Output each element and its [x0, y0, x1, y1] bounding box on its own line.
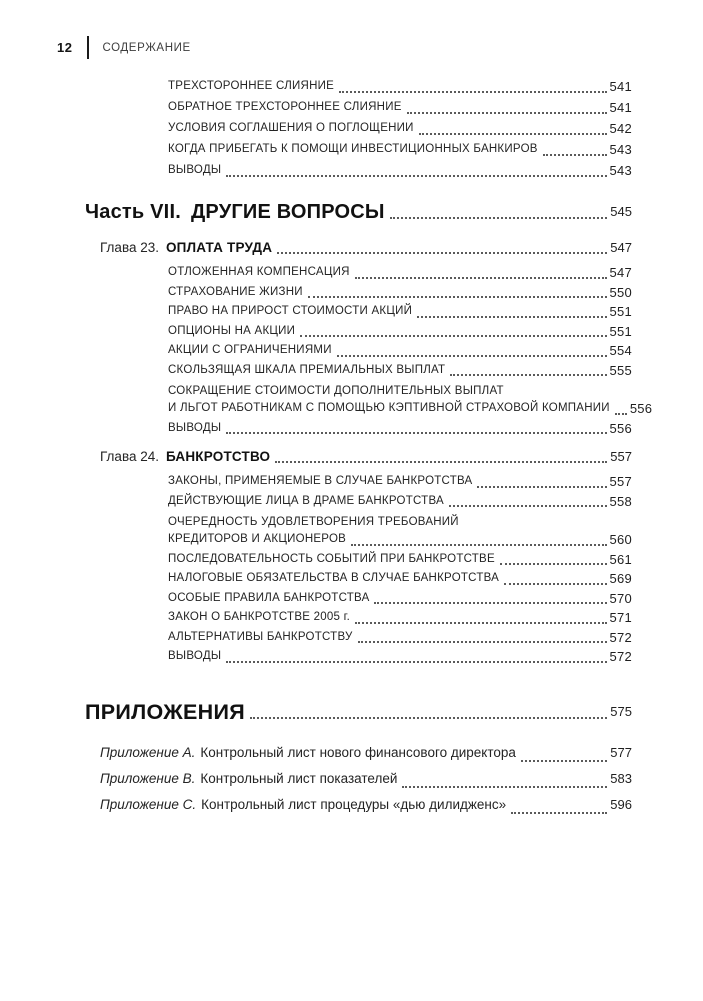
- header-title: СОДЕРЖАНИЕ: [102, 41, 191, 54]
- appendix-entry: [100, 792, 632, 818]
- entry-label-line1: СОКРАЩЕНИЕ СТОИМОСТИ ДОПОЛНИТЕЛЬНЫХ ВЫПЛАТ: [168, 385, 504, 397]
- dot-leader: [337, 355, 607, 357]
- appendix-page: 596: [610, 796, 632, 812]
- dot-leader: [543, 154, 607, 156]
- toc-entry-twoline: [168, 511, 632, 550]
- appendix-entries: [85, 740, 632, 818]
- entry-page: 556: [629, 401, 653, 416]
- entry-page: 547: [609, 265, 632, 280]
- dot-leader: [358, 641, 607, 643]
- dot-leader: [374, 602, 606, 604]
- chapter-page: 557: [610, 449, 632, 464]
- entry-page: 543: [609, 163, 632, 178]
- toc-entry: [168, 492, 632, 512]
- dot-leader: [355, 622, 606, 624]
- entry-page: 572: [609, 629, 632, 645]
- entry-page: 570: [609, 590, 632, 606]
- chapter-23-entries: [85, 263, 653, 438]
- dot-leader: [402, 786, 607, 788]
- entry-page: 561: [609, 551, 632, 567]
- entry-label: СКОЛЬЗЯЩАЯ ШКАЛА ПРЕМИАЛЬНЫХ ВЫПЛАТ: [168, 363, 446, 376]
- entry-page: 551: [609, 304, 632, 319]
- entry-label: ВЫВОДЫ: [168, 650, 222, 662]
- chapter-heading-24: [85, 447, 632, 467]
- entry-label: НАЛОГОВЫЕ ОБЯЗАТЕЛЬСТВА В СЛУЧАЕ БАНКРОТСТВА: [168, 572, 500, 584]
- dot-leader: [500, 563, 607, 565]
- entry-label-line2: И ЛЬГОТ РАБОТНИКАМ С ПОМОЩЬЮ КЭПТИВНОЙ СТРАХОВОЙ КОМПАНИИ: [168, 402, 610, 414]
- entry-label: АКЦИИ С ОГРАНИЧЕНИЯМИ: [168, 344, 332, 356]
- entry-label: ВЫВОДЫ: [168, 421, 222, 434]
- toc-entry: [168, 76, 632, 97]
- toc-entry: [168, 569, 632, 589]
- chapter-label: Глава 24.: [100, 449, 159, 464]
- dot-leader: [339, 91, 606, 93]
- dot-leader: [275, 461, 607, 463]
- chapter-heading-23: [85, 238, 632, 258]
- toc-entry: [168, 341, 632, 361]
- chapter-label: Глава 23.: [100, 240, 159, 255]
- entry-page: 542: [609, 121, 632, 136]
- entry-page: 541: [609, 79, 632, 94]
- entry-label: ВЫВОДЫ: [168, 164, 222, 176]
- entry-page: 551: [609, 323, 632, 339]
- entry-page: 541: [609, 100, 632, 115]
- entry-label-line1: ОЧЕРЕДНОСТЬ УДОВЛЕТВОРЕНИЯ ТРЕБОВАНИЙ: [168, 516, 459, 528]
- entry-label: ОТЛОЖЕННАЯ КОМПЕНСАЦИЯ: [168, 266, 350, 278]
- toc-entry: [168, 589, 632, 609]
- appendix-label: Приложение A.: [100, 744, 196, 760]
- toc-entry: [168, 302, 632, 322]
- appendix-label: Приложение C.: [100, 796, 197, 812]
- dot-leader: [277, 252, 607, 254]
- appendix-text: Контрольный лист нового финансового директора: [200, 744, 516, 760]
- toc-content: [85, 76, 653, 818]
- dot-leader: [417, 316, 606, 318]
- toc-entry-twoline: [168, 380, 653, 419]
- entry-page: 558: [609, 493, 632, 509]
- header-divider: [87, 36, 89, 59]
- dot-leader: [355, 277, 607, 279]
- part-heading: [85, 199, 632, 225]
- entry-label: КОГДА ПРИБЕГАТЬ К ПОМОЩИ ИНВЕСТИЦИОННЫХ БАНКИРОВ: [168, 143, 538, 155]
- entry-label: ЗАКОНЫ, ПРИМЕНЯЕМЫЕ В СЛУЧАЕ БАНКРОТСТВА: [168, 475, 473, 487]
- toc-entry: [168, 361, 632, 381]
- entry-page: 571: [609, 610, 632, 625]
- toc-entry: [168, 419, 632, 439]
- entry-label: АЛЬТЕРНАТИВЫ БАНКРОТСТВУ: [168, 630, 353, 643]
- entry-label-line2-row: [168, 399, 653, 419]
- entry-page: 554: [609, 343, 632, 358]
- toc-entry: [168, 118, 632, 139]
- toc-entry: [168, 283, 632, 303]
- dot-leader: [449, 505, 607, 507]
- toc-entry: [168, 322, 632, 342]
- dot-leader: [511, 812, 607, 814]
- page-number: 12: [57, 40, 73, 55]
- dot-leader: [300, 335, 606, 337]
- entry-label: ПОСЛЕДОВАТЕЛЬНОСТЬ СОБЫТИЙ ПРИ БАНКРОТСТВЕ: [168, 552, 495, 565]
- toc-entry: [168, 472, 632, 492]
- toc-entry: [168, 647, 632, 667]
- part-page: 545: [610, 204, 632, 219]
- part-title: ДРУГИЕ ВОПРОСЫ: [190, 201, 385, 223]
- dot-leader: [450, 374, 606, 376]
- entry-label: ПРАВО НА ПРИРОСТ СТОИМОСТИ АКЦИЙ: [168, 305, 413, 317]
- appendix-label: Приложение B.: [100, 770, 196, 786]
- entry-page: 543: [609, 142, 632, 157]
- dot-leader: [390, 217, 608, 219]
- entry-label-line2: КРЕДИТОРОВ И АКЦИОНЕРОВ: [168, 533, 347, 545]
- entry-label: ЗАКОН О БАНКРОТСТВЕ 2005 г.: [168, 611, 351, 623]
- entry-page: 560: [609, 532, 632, 547]
- entry-page: 569: [609, 571, 632, 586]
- appendix-text: Контрольный лист процедуры «дью дилидженс»: [201, 796, 507, 812]
- entry-page: 556: [609, 420, 632, 436]
- dot-leader: [250, 717, 607, 719]
- toc-entry: [168, 608, 632, 628]
- dot-leader: [407, 112, 607, 114]
- dot-leader: [226, 175, 606, 177]
- appendix-page: 583: [610, 770, 632, 786]
- appendix-section-page: 575: [610, 703, 632, 719]
- appendix-entry: [100, 766, 632, 792]
- dot-leader: [419, 133, 607, 135]
- dot-leader: [615, 413, 627, 415]
- toc-entry: [168, 97, 632, 118]
- appendix-section-heading: [85, 698, 632, 726]
- intro-entries: [85, 76, 632, 181]
- dot-leader: [308, 296, 607, 298]
- toc-entry: [168, 160, 632, 181]
- entry-page: 557: [609, 474, 632, 489]
- appendix-section-title: ПРИЛОЖЕНИЯ: [85, 699, 245, 724]
- entry-label: ТРЕХСТОРОННЕЕ СЛИЯНИЕ: [168, 80, 335, 92]
- entry-label: УСЛОВИЯ СОГЛАШЕНИЯ О ПОГЛОЩЕНИИ: [168, 122, 414, 134]
- toc-entry: [168, 550, 632, 570]
- chapter-title: ОПЛАТА ТРУДА: [165, 240, 273, 255]
- dot-leader: [226, 432, 606, 434]
- running-header: [57, 36, 191, 59]
- part-label: Часть VII.: [85, 201, 181, 223]
- toc-entry: [168, 139, 632, 160]
- entry-page: 572: [609, 649, 632, 664]
- chapter-page: 547: [610, 240, 632, 255]
- appendix-entry: [100, 740, 632, 766]
- dot-leader: [226, 661, 606, 663]
- entry-label-line2-row: [168, 530, 632, 550]
- appendix-page: 577: [610, 744, 632, 760]
- entry-label: ОПЦИОНЫ НА АКЦИИ: [168, 324, 296, 337]
- dot-leader: [477, 486, 606, 488]
- entry-label: ОБРАТНОЕ ТРЕХСТОРОННЕЕ СЛИЯНИЕ: [168, 101, 402, 113]
- dot-leader: [504, 583, 606, 585]
- entry-label: СТРАХОВАНИЕ ЖИЗНИ: [168, 285, 303, 298]
- chapter-title: БАНКРОТСТВО: [165, 449, 271, 464]
- toc-entry: [168, 263, 632, 283]
- entry-page: 555: [609, 362, 632, 378]
- entry-page: 550: [609, 284, 632, 300]
- chapter-24-entries: [85, 472, 632, 667]
- toc-entry: [168, 628, 632, 648]
- dot-leader: [521, 760, 607, 762]
- entry-label: ДЕЙСТВУЮЩИЕ ЛИЦА В ДРАМЕ БАНКРОТСТВА: [168, 494, 444, 507]
- appendix-text: Контрольный лист показателей: [200, 770, 398, 786]
- dot-leader: [351, 544, 606, 546]
- entry-label: ОСОБЫЕ ПРАВИЛА БАНКРОТСТВА: [168, 591, 370, 604]
